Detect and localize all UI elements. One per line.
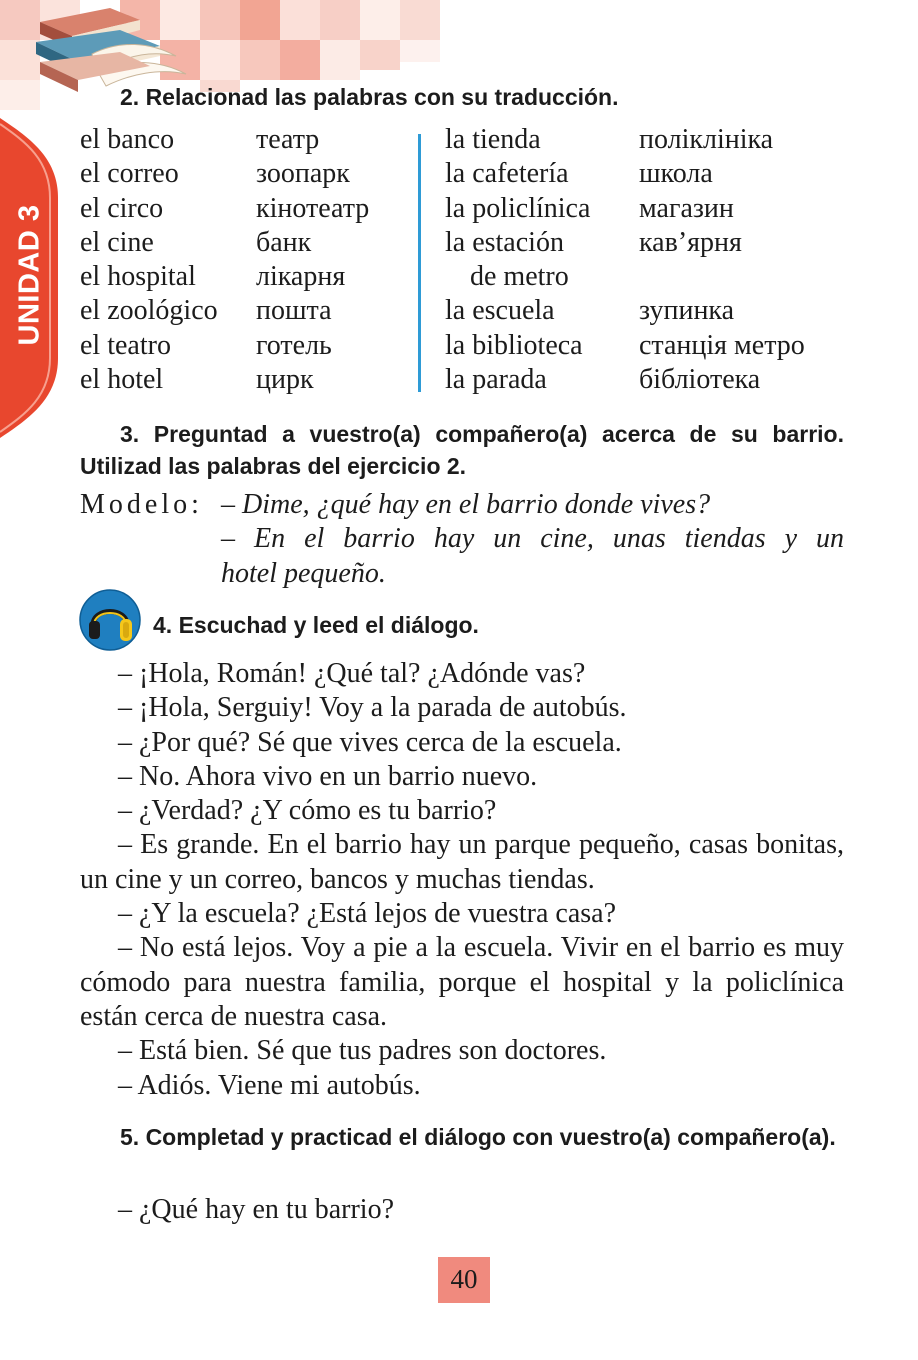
vocab-word: la parada — [445, 364, 547, 396]
exercise-3-heading: 3. Preguntad a vuestro(a) compañero(a) acerca de su barrio. Utilizad las palabras del ejercicio 2. — [80, 421, 844, 479]
vocab-word: el teatro — [80, 329, 171, 361]
vocab-word: el hotel — [80, 364, 164, 396]
model-dialog — [221, 488, 844, 591]
model-label: Modelo: — [80, 489, 203, 520]
dialog-line: – No está lejos. Voy a pie a la escuela. Vivir en el barrio es muy cómodo para nuestra familia, porque el hospital y la policlínica están cerca de nuestra casa. — [80, 932, 844, 1032]
headphones-icon — [79, 589, 141, 651]
dialog-text — [80, 657, 844, 1103]
vocab-translation — [639, 260, 805, 294]
unit-label: UNIDAD 3 — [13, 204, 46, 346]
vocab-word: la biblioteca — [445, 329, 583, 361]
vocab-word: el hospital — [80, 261, 196, 293]
dialog-line: – Adiós. Viene mi autobús. — [118, 1069, 421, 1101]
vocab-translation: банк — [256, 226, 312, 258]
vocab-translation: лікарня — [256, 261, 346, 293]
vocab-translation: цирк — [256, 364, 314, 396]
exercise-2-heading: 2. Relacionad las palabras con su traducción. — [120, 84, 619, 110]
vocab-word: la cafetería — [445, 158, 569, 190]
dialog-line: – ¡Hola, Serguiy! Voy a la parada de autobús. — [118, 692, 627, 724]
model-line: – Dime, ¿qué hay en el barrio donde vives? — [221, 489, 711, 520]
exercise-4-heading: 4. Escuchad y leed el diálogo. — [153, 612, 479, 638]
vocab-translation: зоопарк — [256, 158, 350, 190]
vocab-translation: станція метро — [639, 329, 805, 361]
dialog-line: – ¿Y la escuela? ¿Está lejos de vuestra casa? — [118, 898, 617, 930]
vocab-word: el cine — [80, 226, 154, 258]
vocab-translation: школа — [639, 158, 713, 190]
vocab-word: el circo — [80, 192, 164, 224]
vocab-col-es-left — [80, 123, 218, 397]
vocab-col-es-right — [445, 123, 590, 397]
vocab-col-uk-right — [639, 123, 805, 397]
vocab-word: la tienda — [445, 124, 541, 155]
model-line: – En el barrio hay un cine, unas tiendas y un — [221, 523, 844, 555]
vocab-translation: кав’ярня — [639, 226, 742, 258]
vocab-translation: зупинка — [639, 295, 735, 327]
column-divider — [418, 134, 421, 392]
model-line: hotel pequeño. — [221, 557, 386, 589]
vocab-translation: готель — [256, 329, 332, 361]
vocab-word: la escuela — [445, 295, 555, 327]
vocab-word: el zoológico — [80, 295, 218, 327]
vocab-col-uk-left — [256, 123, 369, 397]
page-number: 40 — [438, 1257, 490, 1303]
vocab-translation: театр — [256, 124, 320, 155]
dialog-line: – Es grande. En el barrio hay un parque pequeño, casas bonitas, un cine y un correo, bancos y muchas tiendas. — [80, 829, 844, 895]
dialog-line: – Está bien. Sé que tus padres son doctores. — [118, 1035, 607, 1067]
vocab-word: el banco — [80, 124, 175, 155]
vocab-word: la policlínica — [445, 192, 591, 224]
vocab-word: el correo — [80, 158, 179, 190]
vocab-word: la estación — [445, 226, 564, 258]
vocab-word: de metro — [470, 261, 569, 293]
dialog-line: – ¿Por qué? Sé que vives cerca de la escuela. — [118, 726, 622, 758]
dialog-line: – ¡Hola, Román! ¿Qué tal? ¿Adónde vas? — [118, 658, 586, 689]
exercise-5-heading: 5. Completad y practicad el diálogo con vuestro(a) compañero(a). — [120, 1124, 836, 1150]
vocab-translation: пошта — [256, 295, 332, 327]
vocab-translation: поліклініка — [639, 124, 774, 155]
vocab-translation: бібліотека — [639, 364, 761, 396]
vocab-translation: магазин — [639, 192, 734, 224]
exercise-5-line: – ¿Qué hay en tu barrio? — [118, 1194, 394, 1225]
dialog-line: – No. Ahora vivo en un barrio nuevo. — [118, 760, 538, 792]
vocab-translation: кінотеатр — [256, 192, 370, 224]
dialog-line: – ¿Verdad? ¿Y cómo es tu barrio? — [118, 795, 497, 827]
